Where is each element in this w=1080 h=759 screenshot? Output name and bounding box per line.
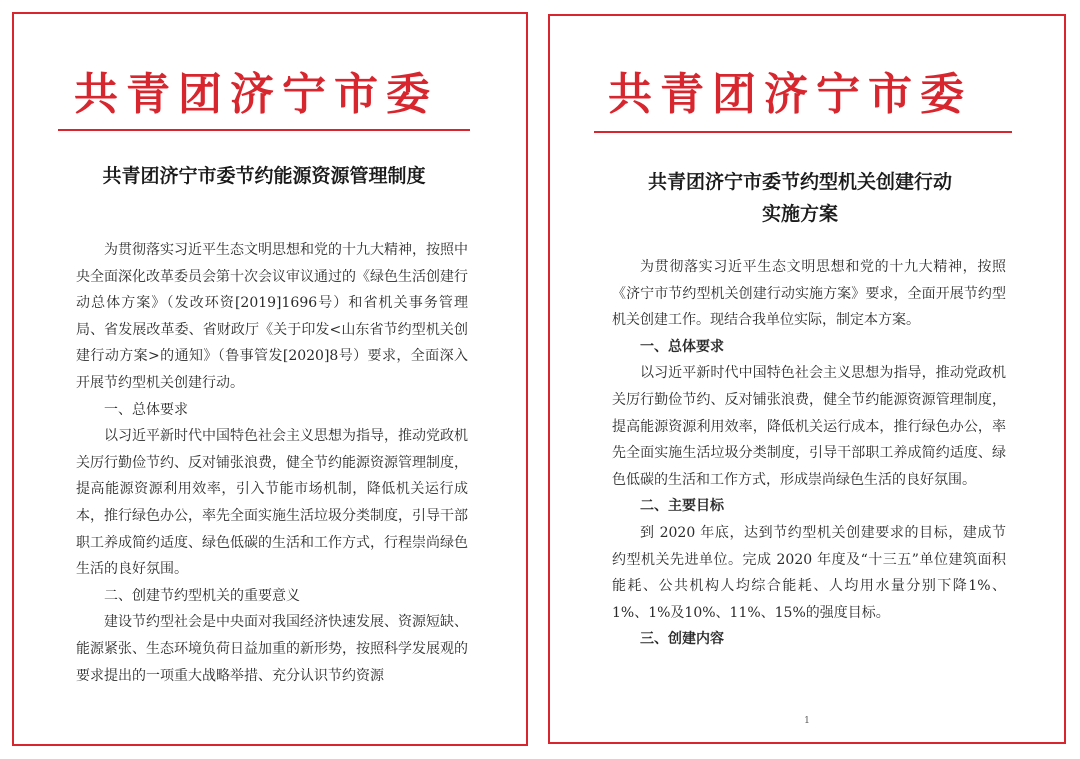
right-title-line-2: 实施方案 [761,203,838,225]
right-title-line-1: 共青团济宁市委节约型机关创建行动 [647,171,952,193]
right-paragraph-general-requirements: 以习近平新时代中国特色社会主义思想为指导，推动党政机关厉行勤俭节约、反对铺张浪费，健全节约能源资源管理制度，提高能源资源利用效率，降低机关运行成本，推行绿色办公，率先全面实施生活垃圾分类制度，引导干部职工养成简约适度、绿色低碳的生活和工作方式，形成崇尚绿色生活的良好氛围。 [612,365,1006,488]
right-paragraph-main-goals: 到 2020 年底，达到节约型机关创建要求的目标，建成节约型机关先进单位。完成 2020 年度及“十三五”单位建筑面积能耗、公共机构人均综合能耗、人均用水量分别下降1%、1%、1%及10%、11%、15%的强度目标。 [612,524,1006,621]
right-heading-creation-content: 三、创建内容 [640,631,724,648]
right-heading-general-requirements: 一、总体要求 [640,338,724,355]
right-heading-main-goals: 二、主要目标 [640,498,724,515]
left-paragraph-intro: 为贯彻落实习近平生态文明思想和党的十九大精神，按照中央全面深化改革委员会第十次会议审议通过的《绿色生活创建行动总体方案》（发改环资[2019]1696号）和省机关事务管理局、省发展改革委、省财政厅《关于印发<山东省节约型机关创建行动方案>的通知》（鲁事管发[2020]8号）要求，全面深入开展节约型机关创建行动。 [76,242,468,391]
right-page-number: 1 [804,716,810,726]
right-document-page [548,14,1066,744]
left-red-rule [58,129,470,131]
left-document-page [12,12,528,746]
left-body-text [76,237,468,689]
right-document-title [580,166,1020,230]
right-paragraph-intro: 为贯彻落实习近平生态文明思想和党的十九大精神，按照《济宁市节约型机关创建行动实施方案》要求，全面开展节约型机关创建工作。现结合我单位实际，制定本方案。 [612,259,1006,329]
right-red-rule [594,131,1012,133]
left-document-title: 共青团济宁市委节约能源资源管理制度 [102,165,426,187]
left-heading-general-requirements: 一、总体要求 [104,401,188,418]
left-paragraph-general-requirements: 以习近平新时代中国特色社会主义思想为指导，推动党政机关厉行勤俭节约、反对铺张浪费，健全节约能源资源管理制度，提高能源资源利用效率，引入节能市场机制，降低机关运行成本，推行绿色办公，率先全面实施生活垃圾分类制度，引导干部职工养成简约适度、绿色低碳的生活和工作方式，行程崇尚绿色生活的良好氛围。 [76,428,468,578]
right-masthead: 共青团济宁市委 [608,69,972,120]
left-heading-significance: 二、创建节约型机关的重要意义 [104,587,300,604]
right-body-text [612,254,1006,653]
left-paragraph-significance: 建设节约型社会是中央面对我国经济快速发展、资源短缺、能源紧张、生态环境负荷日益加重的新形势，按照科学发展观的要求提出的一项重大战略举措、充分认识节约资源 [76,614,468,684]
left-masthead: 共青团济宁市委 [74,69,438,120]
